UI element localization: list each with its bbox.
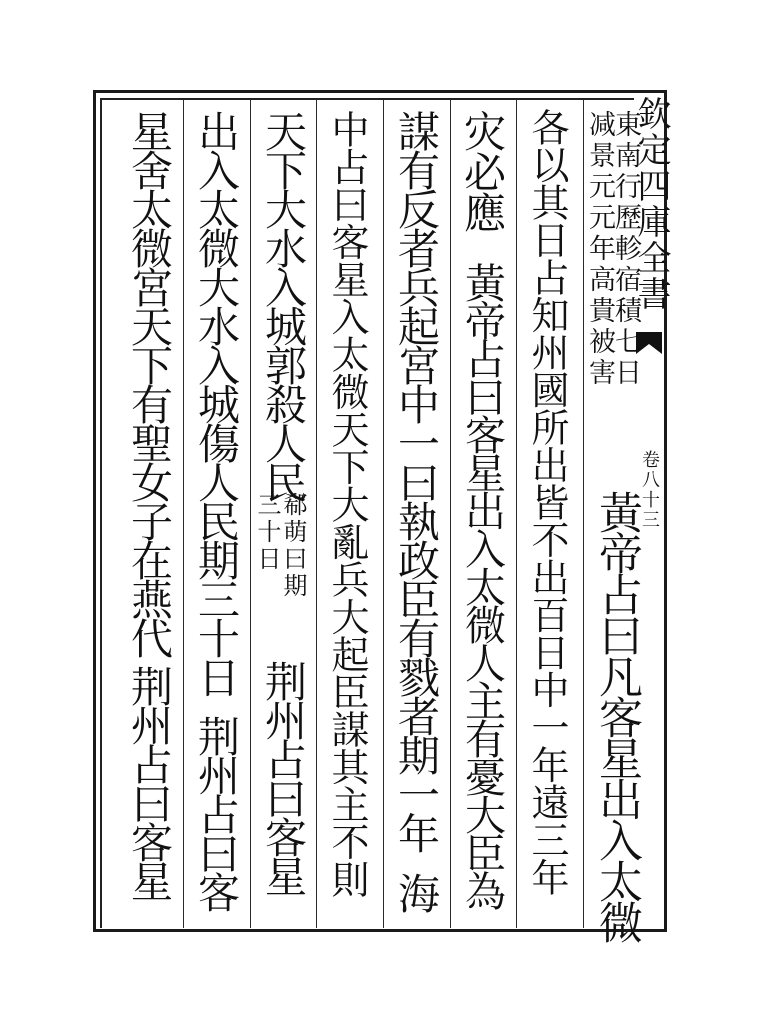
- text-column: 謀有反者兵起宮中一曰執政臣有戮者期一年: [392, 110, 441, 851]
- text-column: 天下大水入城郭殺人民: [259, 110, 308, 500]
- text-column: 海: [392, 872, 441, 913]
- text-column: 荆州占曰客: [192, 715, 241, 910]
- text-column: 星舍太微宮天下有聖女子在燕代: [125, 110, 174, 656]
- annotation-line: 郗萌曰期: [279, 492, 307, 600]
- annotation-line: 三十日: [253, 492, 281, 573]
- text-column: 荆州占曰客星: [125, 665, 174, 899]
- volume-label: 卷八十三: [639, 450, 660, 530]
- text-column: 灾必應: [458, 110, 507, 232]
- column-divider: [450, 100, 451, 928]
- text-column: 各以其日占知州國所出皆不出百日中一年遠三年: [525, 108, 569, 896]
- annotation-line: 减景元元年高貴被害: [584, 110, 615, 389]
- column-divider: [316, 100, 317, 928]
- text-column: 黃帝占曰凡客星出入太微: [591, 490, 642, 941]
- text-column: 荆州占曰客星: [259, 660, 308, 894]
- column-divider: [383, 100, 384, 928]
- column-divider: [250, 100, 251, 928]
- column-divider: [516, 100, 517, 928]
- text-column: 黃帝占曰客星出入太微人主有憂大臣為: [458, 262, 506, 908]
- book-title: 欽定四庫全書: [631, 96, 671, 312]
- text-column: 出入太微大水入城傷人民期三十日: [192, 110, 241, 695]
- column-divider: [183, 100, 184, 928]
- text-column: 中占曰客星入太微天下大亂兵大起臣謀其主不則: [325, 110, 369, 898]
- annotation-line: 東南行歷軫宿積七日: [610, 110, 641, 389]
